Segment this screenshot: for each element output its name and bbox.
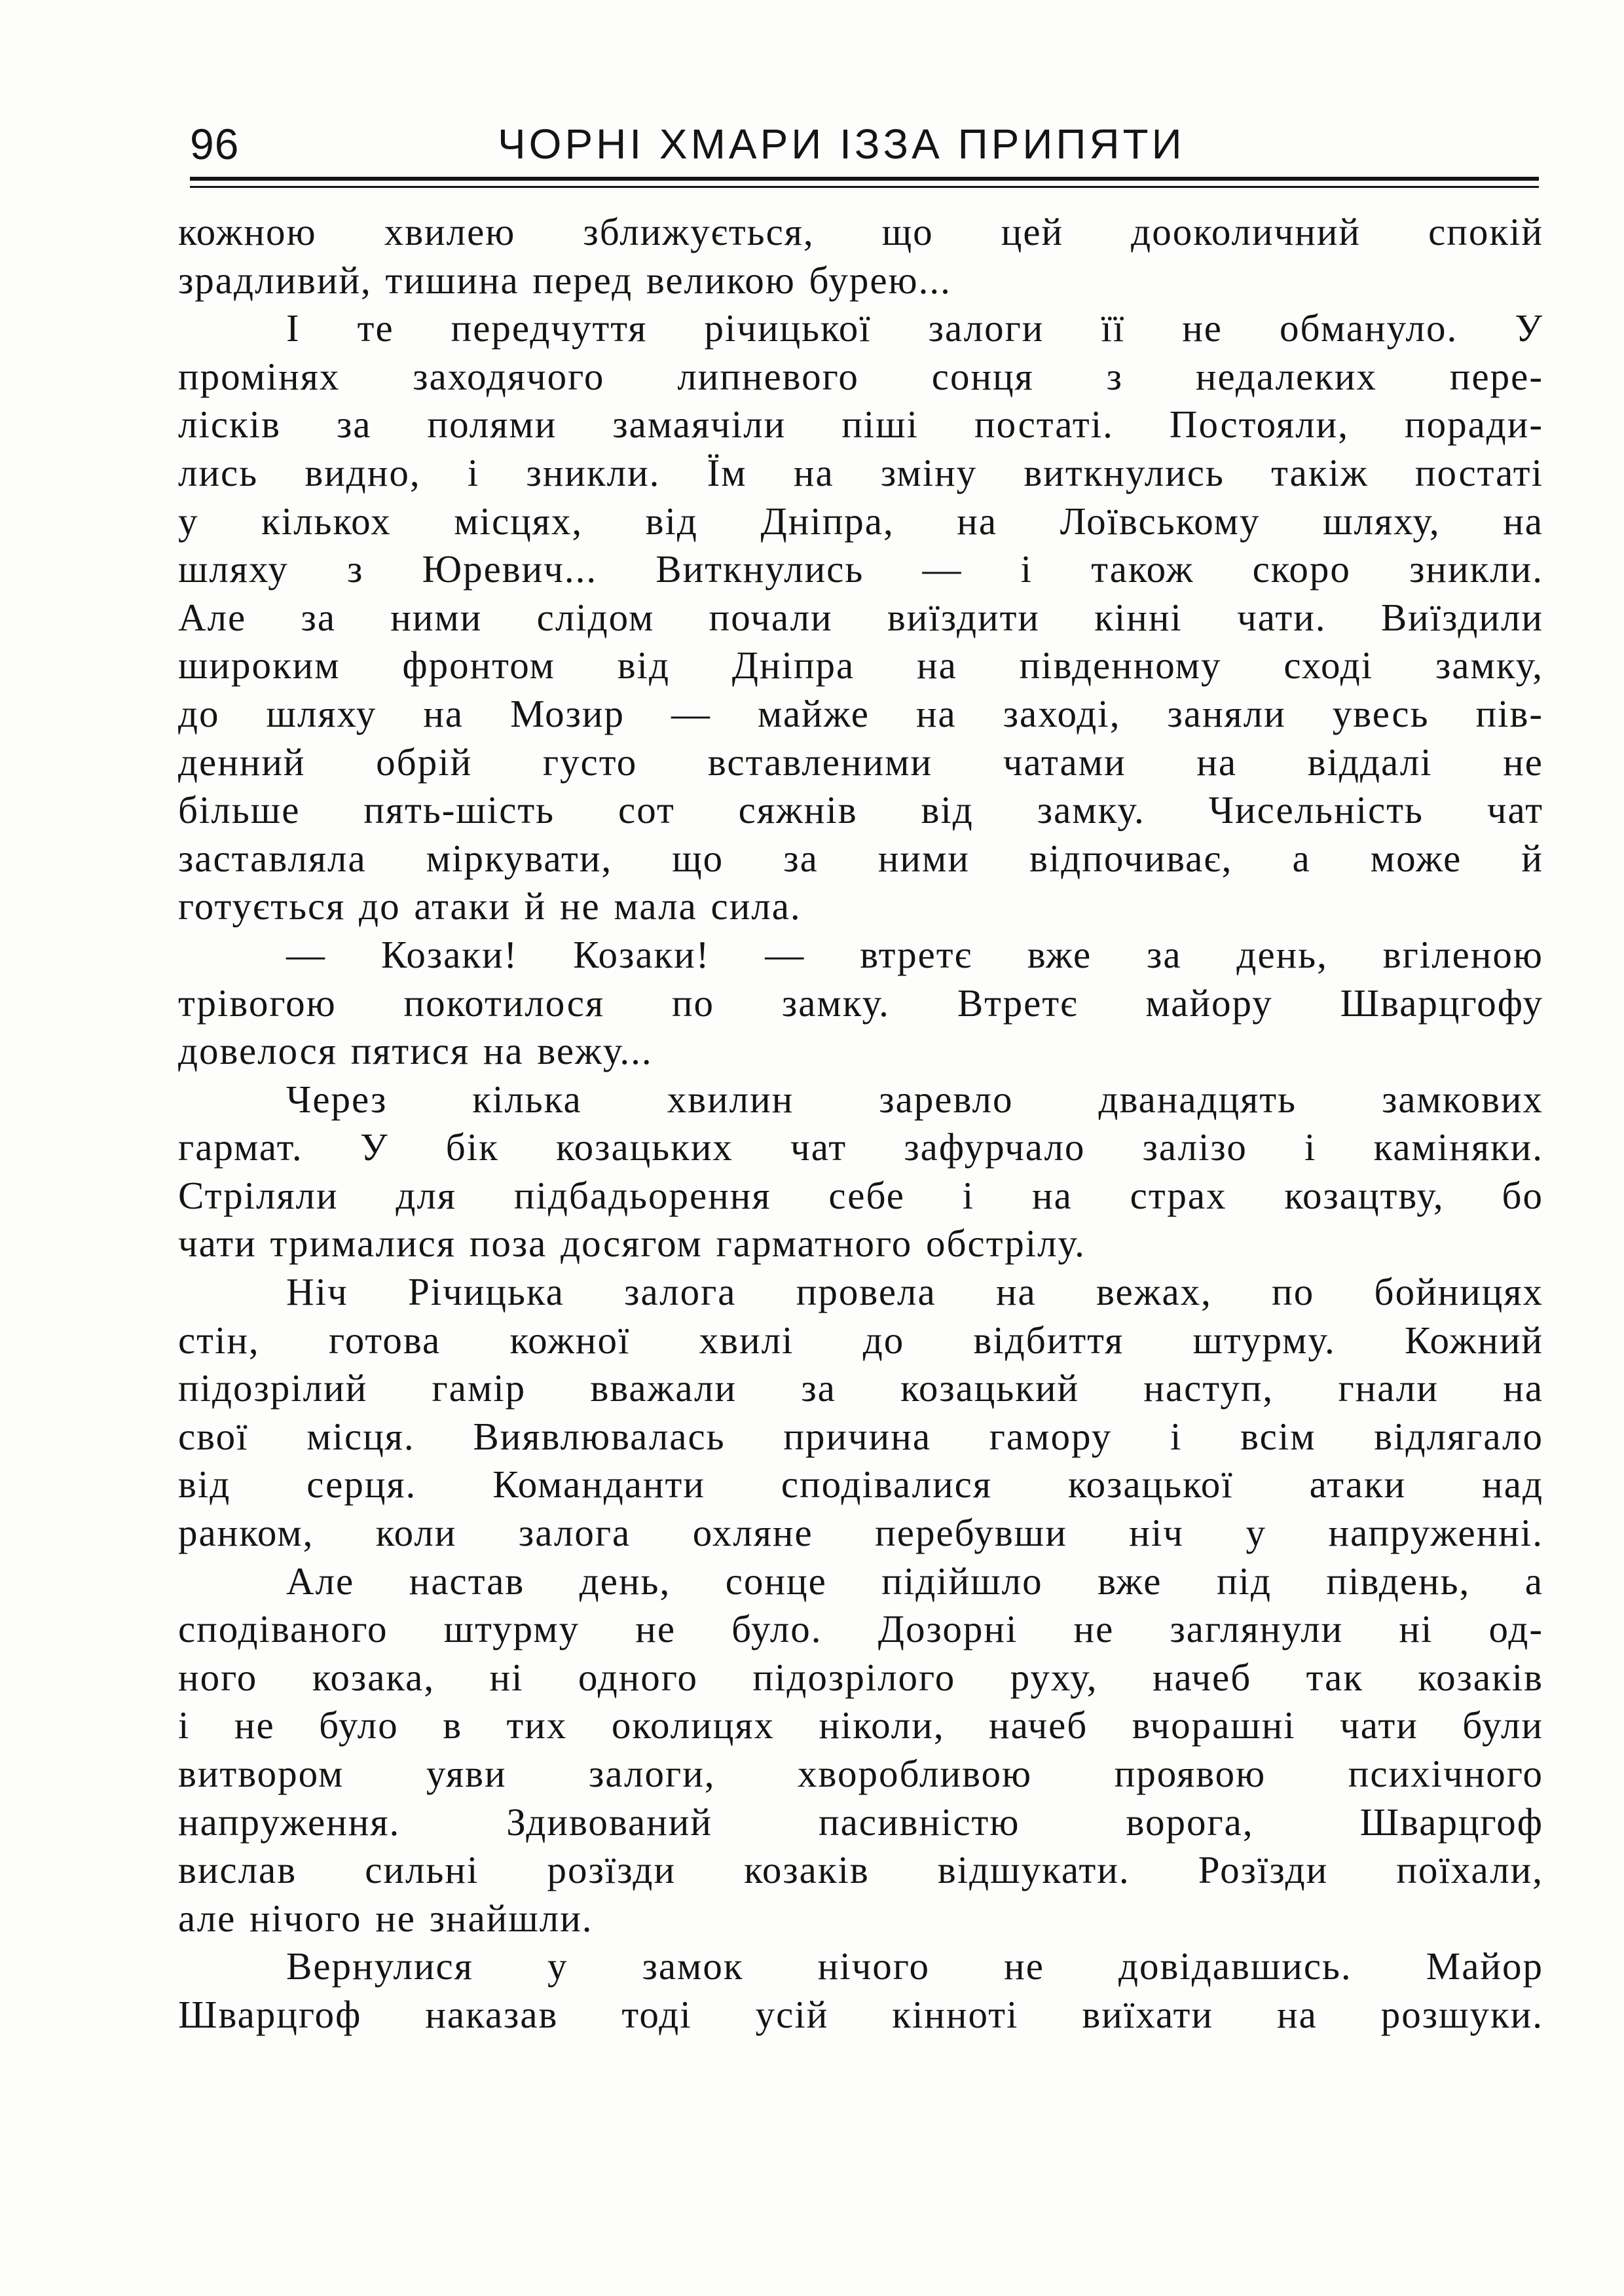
text-line: до шляху на Мозир — майже на заході, заняли увесь пів-: [178, 691, 1543, 735]
text-line: Через кілька хвилин заревло дванадцять замкових: [286, 1077, 1543, 1121]
text-line: витвором уяви залоги, хворобливою проявою психічного: [178, 1752, 1543, 1795]
text-line: але нічого не знайшли.: [178, 1896, 593, 1940]
text-line: готується до атаки й не мала сила.: [178, 884, 802, 928]
header-rule-thick: [190, 177, 1539, 181]
text-line: стін, готова кожної хвилі до відбиття штурму. Кожний: [178, 1318, 1543, 1362]
text-line: — Козаки! Козаки! — втретє вже за день, вгіленою: [286, 932, 1543, 976]
text-line: кожною хвилею зближується, що цей дооколичний спокій: [178, 210, 1543, 253]
text-line: промінях заходячого липневого сонця з недалеких пере-: [178, 354, 1543, 398]
text-line: Але за ними слідом почали виїздити кінні чати. Виїздили: [178, 595, 1543, 639]
text-line: чати трималися поза досягом гарматного обстрілу.: [178, 1222, 1086, 1266]
header-rule-thin: [190, 186, 1539, 188]
text-line: зрадливий, тишина перед великою бурею...: [178, 258, 951, 302]
text-line: Але настав день, сонце підійшло вже під південь, а: [286, 1559, 1543, 1603]
page-number: 96: [190, 120, 240, 168]
text-line: у кількох місцях, від Дніпра, на Лоївському шляху, на: [178, 499, 1543, 543]
text-line: гармат. У бік козацьких чат зафурчало залізо і каміняки.: [178, 1125, 1543, 1169]
text-line: шляху з Юревич... Виткнулись — і також скоро зникли.: [178, 547, 1543, 591]
text-line: від серця. Команданти сподівалися козацької атаки над: [178, 1463, 1543, 1506]
text-line: заставляла міркувати, що за ними відпочиває, а може й: [178, 836, 1543, 880]
text-line: І те передчуття річицької залоги її не обмануло. У: [286, 306, 1543, 350]
book-title: ЧОРНІ ХМАРИ ІЗЗА ПРИПЯТИ: [498, 120, 1185, 168]
text-line: ранком, коли залога охляне перебувши ніч у напруженні.: [178, 1511, 1543, 1555]
text-line: трівогою покотилося по замку. Втретє майору Шварцгофу: [178, 981, 1543, 1025]
text-line: сподіваного штурму не було. Дозорні не заглянули ні од-: [178, 1607, 1543, 1651]
text-line: і не було в тих околицях ніколи, начеб вчорашні чати були: [178, 1704, 1543, 1747]
text-line: підозрілий гамір вважали за козацький наступ, гнали на: [178, 1366, 1543, 1410]
body-text: [178, 208, 1543, 2039]
text-line: Ніч Річицька залога провела на вежах, по бойницях: [286, 1270, 1543, 1314]
text-line: широким фронтом від Дніпра на південному сході замку,: [178, 644, 1543, 687]
text-line: свої місця. Виявлювалась причина гамору і всім відлягало: [178, 1414, 1543, 1458]
text-line: більше пять-шість сот сяжнів від замку. Чисельність чат: [178, 788, 1543, 832]
text-line: лись видно, і зникли. Їм на зміну виткнулись такіж постаті: [178, 450, 1543, 494]
text-line: вислав сильні розїзди козаків відшукати. Розїзди поїхали,: [178, 1848, 1543, 1892]
text-line: лісків за полями замаячіли піші постаті. Постояли, поради-: [178, 403, 1543, 446]
text-line: ного козака, ні одного підозрілого руху, начеб так козаків: [178, 1655, 1543, 1699]
text-line: довелося пятися на вежу...: [178, 1029, 653, 1073]
text-line: напруження. Здивований пасивністю ворога, Шварцгоф: [178, 1800, 1543, 1844]
text-line: Шварцгоф наказав тоді усій кінноті виїхати на розшуки.: [178, 1992, 1543, 2036]
text-line: Стріляли для підбадьорення себе і на страх козацтву, бо: [178, 1173, 1543, 1217]
text-line: Вернулися у замок нічого не довідавшись. Майор: [286, 1944, 1543, 1988]
text-line: денний обрій густо вставленими чатами на віддалі не: [178, 740, 1543, 784]
running-head: [190, 118, 1539, 170]
